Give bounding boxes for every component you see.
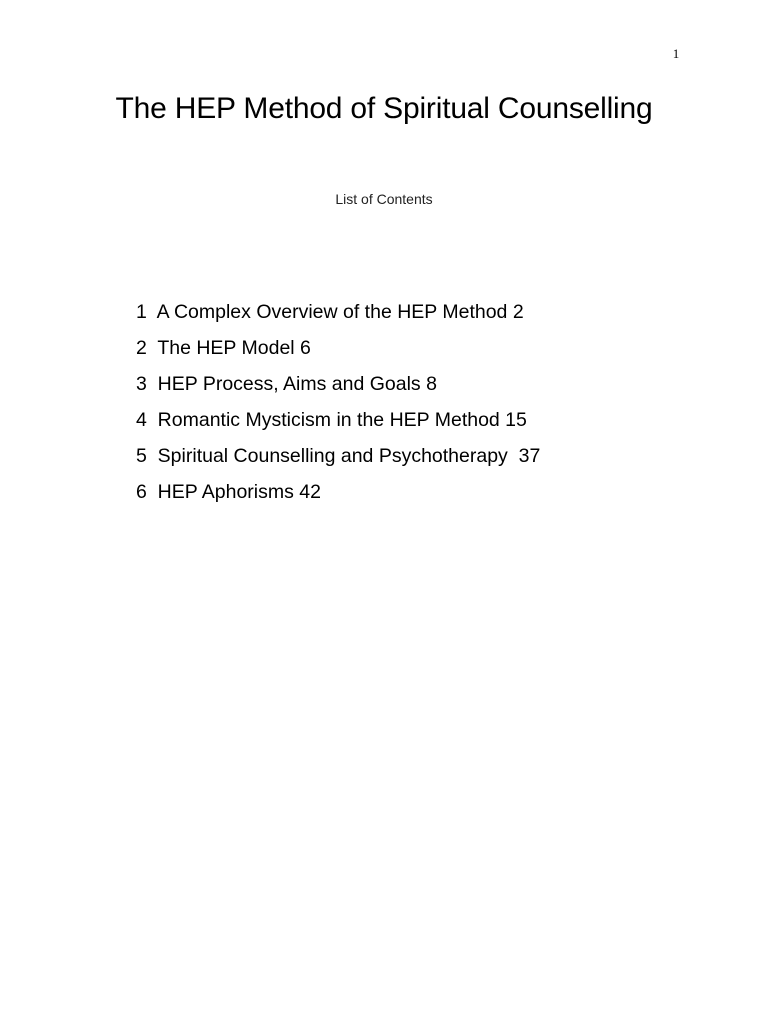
contents-heading: List of Contents <box>335 191 433 207</box>
toc-entry: 3 HEP Process, Aims and Goals 8 <box>136 373 437 395</box>
toc-entry: 4 Romantic Mysticism in the HEP Method 15 <box>136 409 527 431</box>
document-title: The HEP Method of Spiritual Counselling <box>115 92 653 125</box>
table-of-contents <box>136 294 540 510</box>
toc-entry: 2 The HEP Model 6 <box>136 337 311 359</box>
toc-entry: 6 HEP Aphorisms 42 <box>136 481 321 503</box>
toc-entry: 1 A Complex Overview of the HEP Method 2 <box>136 301 524 323</box>
page-number: 1 <box>672 46 680 61</box>
toc-entry: 5 Spiritual Counselling and Psychotherapy 37 <box>136 445 541 467</box>
